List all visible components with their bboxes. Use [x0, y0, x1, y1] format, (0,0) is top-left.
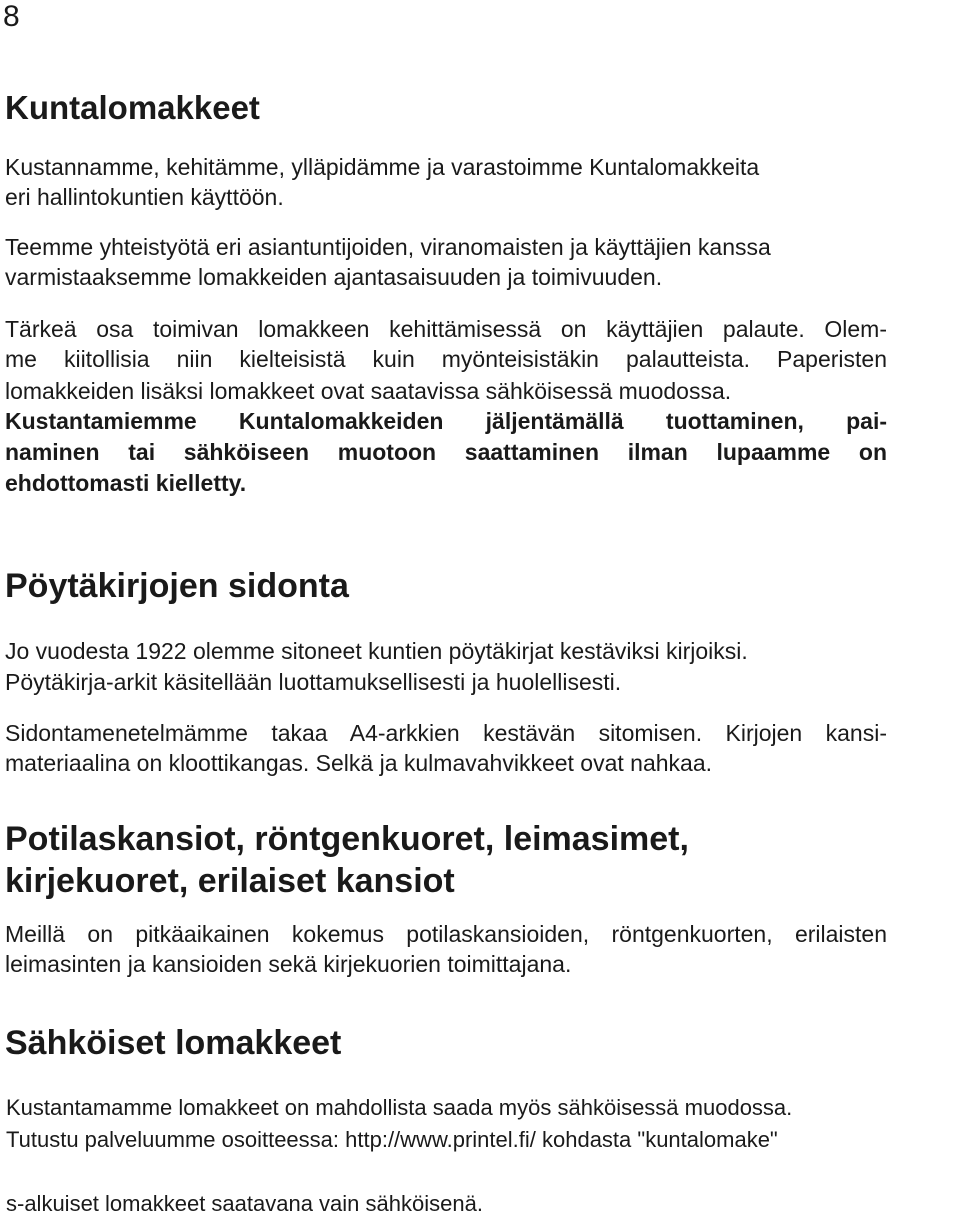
text-line: Kustannamme, kehitämme, ylläpidämme ja varastoimme Kuntalomakkeita — [5, 154, 760, 180]
page-number: 8 — [3, 0, 20, 33]
heading-kuntalomakkeet: Kuntalomakkeet — [5, 89, 260, 126]
text-line: Sidontamenetelmämme takaa A4-arkkien kestävän sitomisen. Kirjojen kansi- — [5, 720, 887, 746]
text-line: ehdottomasti kielletty. — [5, 470, 247, 496]
text-line: Teemme yhteistyötä eri asiantuntijoiden, viranomaisten ja käyttäjien kanssa — [5, 234, 771, 260]
text-line: Jo vuodesta 1922 olemme sitoneet kuntien pöytäkirjat kestäviksi kirjoiksi. — [5, 638, 748, 664]
text-line: eri hallintokuntien käyttöön. — [5, 184, 284, 210]
text-line: Kustantamiemme Kuntalomakkeiden jäljentämällä tuottaminen, pai- — [5, 408, 887, 434]
text-line: me kiitollisia niin kielteisistä kuin myönteisistäkin palautteista. Paperisten — [5, 346, 887, 372]
text-line: Tärkeä osa toimivan lomakkeen kehittämisessä on käyttäjien palaute. Olem- — [5, 316, 887, 342]
text-line: materiaalina on kloottikangas. Selkä ja kulmavahvikkeet ovat nahkaa. — [5, 750, 713, 776]
text-line: s-alkuiset lomakkeet saatavana vain sähköisenä. — [6, 1191, 483, 1216]
heading-sahkoiset-lomakkeet: Sähköiset lomakkeet — [5, 1024, 342, 1062]
text-line: varmistaaksemme lomakkeiden ajantasaisuuden ja toimivuuden. — [5, 264, 663, 290]
text-line: Kustantamamme lomakkeet on mahdollista saada myös sähköisessä muodossa. — [6, 1095, 793, 1120]
text-line: lomakkeiden lisäksi lomakkeet ovat saatavissa sähköisessä muodossa. — [5, 378, 732, 404]
text-line: Pöytäkirja-arkit käsitellään luottamuksellisesti ja huolellisesti. — [5, 669, 622, 695]
text-line: naminen tai sähköiseen muotoon saattaminen ilman lupaamme on — [5, 439, 887, 465]
heading-potilaskansiot-line-1: Potilaskansiot, röntgenkuoret, leimasimet, — [5, 820, 689, 858]
text-line: leimasinten ja kansioiden sekä kirjekuorien toimittajana. — [5, 951, 572, 977]
text-line: Tutustu palveluumme osoitteessa: http://www.printel.fi/ kohdasta "kuntalomake" — [6, 1127, 778, 1152]
heading-poytakirjojen-sidonta: Pöytäkirjojen sidonta — [5, 567, 349, 605]
heading-potilaskansiot-line-2: kirjekuoret, erilaiset kansiot — [5, 862, 455, 900]
text-line: Meillä on pitkäaikainen kokemus potilaskansioiden, röntgenkuorten, erilaisten — [5, 921, 887, 947]
